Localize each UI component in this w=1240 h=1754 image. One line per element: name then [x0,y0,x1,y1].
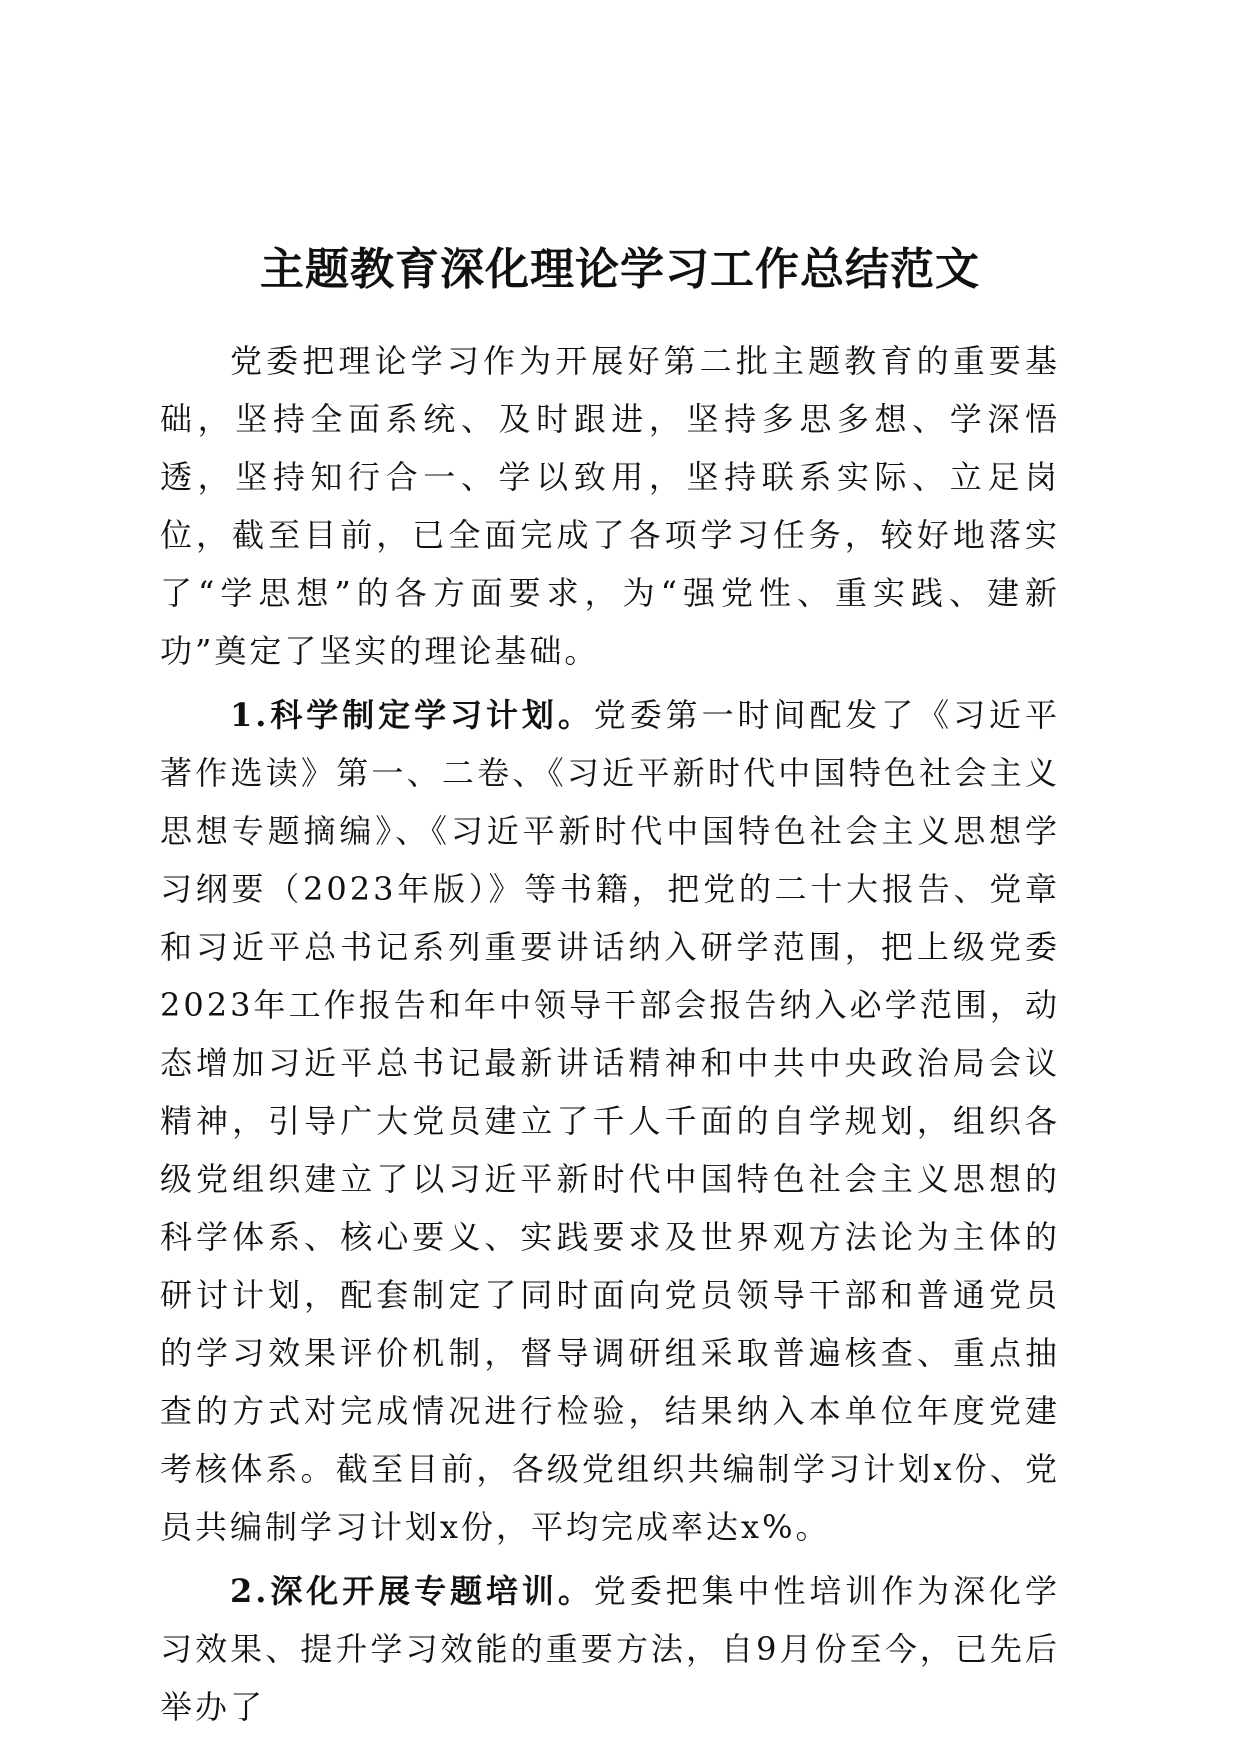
document-title: 主题教育深化理论学习工作总结范文 [260,244,980,295]
section-2-heading: 2.深化开展专题培训。 [230,1572,594,1610]
section-1-paragraph [160,686,1060,1556]
section-2-text: 党委把集中性培训作为深化学习效果、提升学习效能的重要方法，自9月份至今，已先后举办了 [160,1572,1060,1726]
section-1-text: 党委第一时间配发了《习近平著作选读》第一、二卷、《习近平新时代中国特色社会主义思想专题摘编》、《习近平新时代中国特色社会主义思想学习纲要（2023年版）》等书籍，把党的二十大报告、党章和习近平总书记系列重要讲话纳入研学范围，把上级党委2023年工作报告和年中领导干部会报告纳入必学范围，动态增加习近平总书记最新讲话精神和中共中央政治局会议精神，引导广大党员建立了千人千面的自学规划，组织各级党组织建立了以习近平新时代中国特色社会主义思想的科学体系、核心要义、实践要求及世界观方法论为主体的研讨计划，配套制定了同时面向党员领导干部和普通党员的学习效果评价机制，督导调研组采取普遍核查、重点抽查的方式对完成情况进行检验，结果纳入本单位年度党建考核体系。截至目前，各级党组织共编制学习计划x份、党员共编制学习计划x份，平均完成率达x%。 [160,696,1060,1546]
section-1-heading: 1.科学制定学习计划。 [230,696,594,734]
intro-paragraph: 党委把理论学习作为开展好第二批主题教育的重要基础，坚持全面系统、及时跟进，坚持多思多想、学深悟透，坚持知行合一、学以致用，坚持联系实际、立足岗位，截至目前，已全面完成了各项学习任务，较好地落实了“学思想”的各方面要求，为“强党性、重实践、建新功”奠定了坚实的理论基础。 [160,342,1060,670]
section-2-paragraph [160,1562,1060,1736]
document-body [160,332,1060,1742]
